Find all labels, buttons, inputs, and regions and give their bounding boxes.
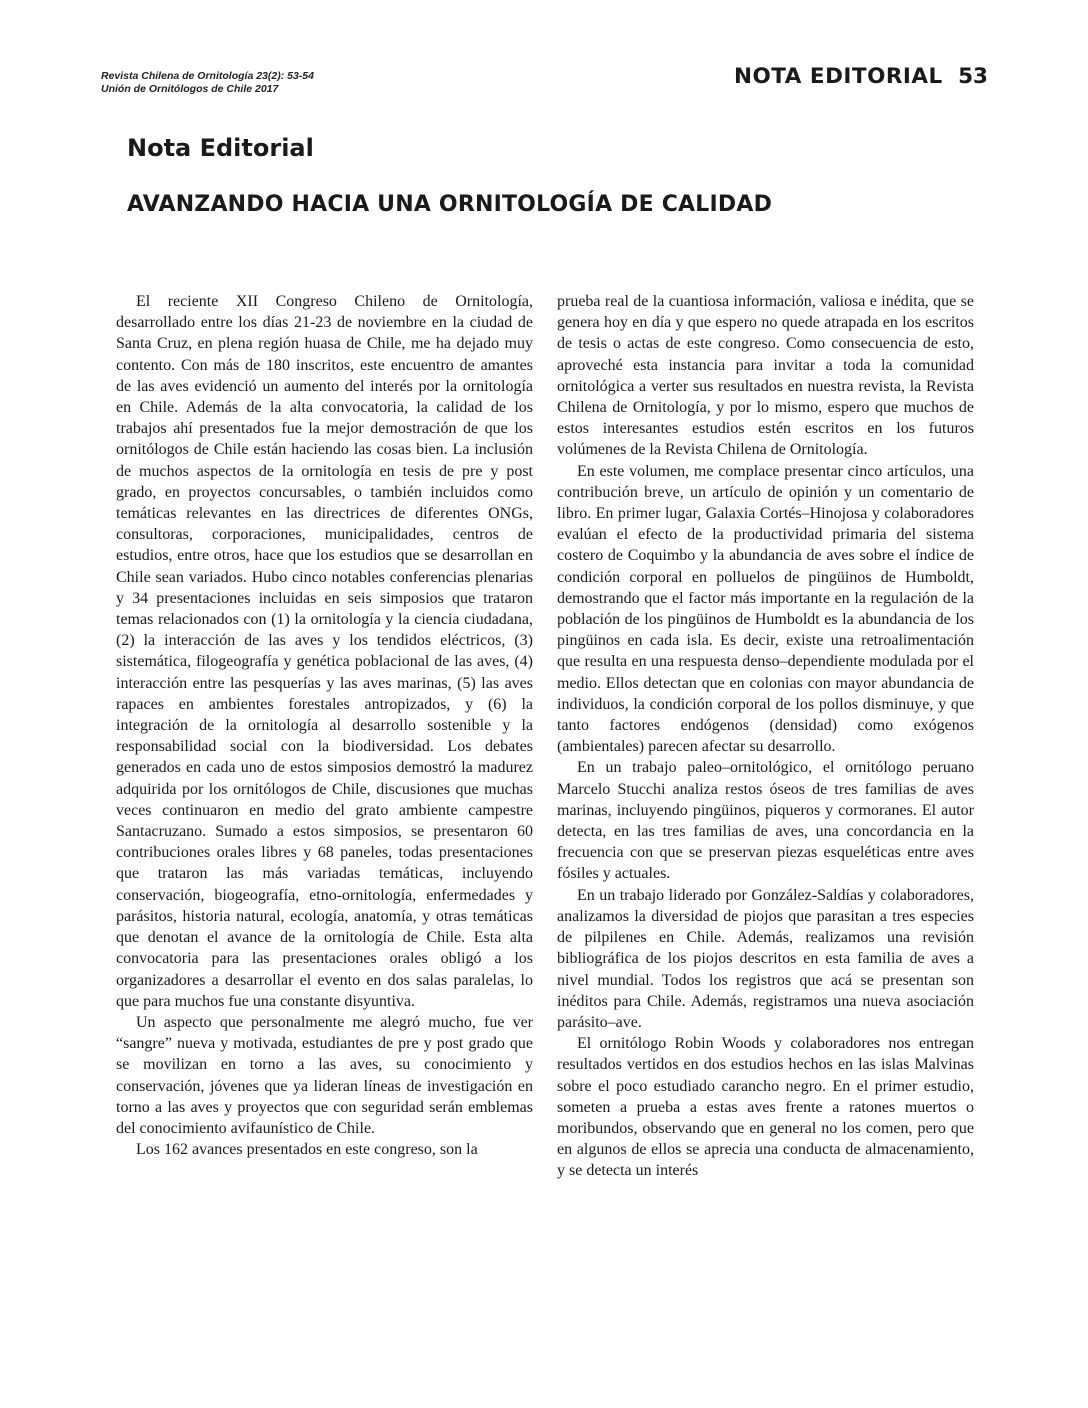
body-paragraph-continued: prueba real de la cuantiosa información, valiosa e inédita, que se genera hoy en día y que espero no quede atrapada en los escritos de tesis o actas de este congreso. Como consecuencia de esto, aproveché esta instancia para invitar a toda la comunidad ornitológica a verter sus resultados en nuestra revista, la Revista Chilena de Ornitología, y por lo mismo, espero que muchos de estos interesantes estudios estén escritos en los futuros volúmenes de la Revista Chilena de Ornitología. — [557, 293, 974, 459]
body-paragraph: En este volumen, me complace presentar cinco artículos, una contribución breve, un artículo de opinión y un comentario de libro. En primer lugar, Galaxia Cortés–Hinojosa y colaboradores evalúan el efecto de la productividad primaria del sistema costero de Coquimbo y la abundancia de aves sobre el índice de condición corporal en polluelos de pingüinos de Humboldt, demostrando que el factor más importante en la regulación de la población de los pingüinos de Humboldt es la abundancia de los pingüinos en cada isla. Es decir, existe una retroalimentación que resulta en una respuesta denso–dependiente modulada por el medio. Ellos detectan que en colonias con mayor abundancia de individuos, la condición corporal de los pollos disminuye, y que tanto factores endógenos (densidad) como exógenos (ambientales) parecen afectar su desarrollo. — [557, 462, 974, 756]
body-paragraph: En un trabajo liderado por González-Saldías y colaboradores, analizamos la diversidad de piojos que parasitan a tres especies de pilpilenes en Chile. Además, realizamos una revisión bibliográfica de los piojos descritos en esta familia de aves a nivel mundial. Todos los registros que acá se presentan son inéditos para Chile. Además, registramos una nueva asociación parásito–ave. — [557, 886, 974, 1031]
body-paragraph: El reciente XII Congreso Chileno de Ornitología, desarrollado entre los días 21-23 de noviembre en la ciudad de Santa Cruz, en plena región huasa de Chile, me ha dejado muy contento. Con más de 180 inscritos, este encuentro de amantes de las aves evidenció un aumento del interés por la ornitología en Chile. Además de la alta convocatoria, la calidad de los trabajos ahí presentados fue la mejor demostración de que los ornitólogos de Chile están haciendo las cosas bien. La inclusión de muchos aspectos de la ornitología en tesis de pre y post grado, en proyectos concursables, o también incluidos como temáticas relevantes en las directrices de diferentes ONGs, consultoras, corporaciones, municipalidades, centros de estudios, entre otros, hace que los estudios que se desarrollan en Chile sean variados. Hubo cinco notables conferencias plenarias y 34 presentaciones incluidas en seis simposios que trataron temas relacionados con (1) la ornitología y la ciencia ciudadana, (2) la interacción de las aves y los tendidos eléctricos, (3) sistemática, filogeografía y genética poblacional de las aves, (4) interacción entre las pesquerías y las aves marinas, (5) las aves rapaces en ambientes forestales antropizados, y (6) la integración de la ornitología al desarrollo sostenible y la responsabilidad social con la biodiversidad. Los debates generados en cada uno de estos simposios demostró la madurez adquirida por los ornitólogos de Chile, discusiones que muchas veces continuaron en medio del grato ambiente campestre Santacruzano. Sumado a estos simposios, se presentaron 60 contribuciones orales libres y 68 paneles, todas presentaciones que trataron las más variadas temáticas, incluyendo conservación, biogeografía, etno-ornitología, enfermedades y parásitos, historia natural, ecología, anatomía, y otras temáticas que denotan el avance de la ornitología de Chile. Esta alta convocatoria para las presentaciones orales obligó a los organizadores a desarrollar el evento en dos salas paralelas, lo que para muchos fue una constante disyuntiva. — [116, 293, 533, 1010]
text-column-left — [116, 291, 533, 1321]
section-label: NOTA EDITORIAL — [734, 64, 943, 89]
journal-citation — [101, 70, 314, 96]
journal-citation-line: Revista Chilena de Ornitología 23(2): 53-54 — [101, 70, 314, 82]
body-paragraph: El ornitólogo Robin Woods y colaboradores nos entregan resultados vertidos en dos estudios hechos en las islas Malvinas sobre el poco estudiado carancho negro. En el primer estudio, someten a prueba a estas aves frente a ratones muertos o moribundos, observando que en general no los comen, pero que en algunos de ellos se aprecia una conducta de almacenamiento, y se detecta un interés — [557, 1035, 974, 1180]
body-paragraph: En un trabajo paleo–ornitológico, el ornitólogo peruano Marcelo Stucchi analiza restos óseos de tres familias de aves marinas, incluyendo pingüinos, piqueros y cormoranes. El autor detecta, en las tres familias de aves, una concordancia en la frecuencia con que se preservan piezas esqueléticas entre aves fósiles y actuales. — [557, 759, 974, 883]
body-paragraph: Los 162 avances presentados en este congreso, son la — [136, 1141, 478, 1159]
text-column-right — [557, 291, 974, 1321]
page-number: 53 — [958, 64, 988, 89]
article-kicker: Nota Editorial — [127, 134, 314, 162]
body-paragraph: Un aspecto que personalmente me alegró mucho, fue ver “sangre” nueva y motivada, estudiantes de pre y post grado que se movilizan en torno a las aves, su conocimiento y conservación, jóvenes que ya lideran líneas de investigación en torno a las aves y proyectos que con seguridad serán emblemas del conocimiento avifaunístico de Chile. — [116, 1013, 533, 1137]
article-title: AVANZANDO HACIA UNA ORNITOLOGÍA DE CALIDAD — [127, 192, 773, 217]
journal-publisher-line: Unión de Ornitólogos de Chile 2017 — [101, 83, 279, 95]
